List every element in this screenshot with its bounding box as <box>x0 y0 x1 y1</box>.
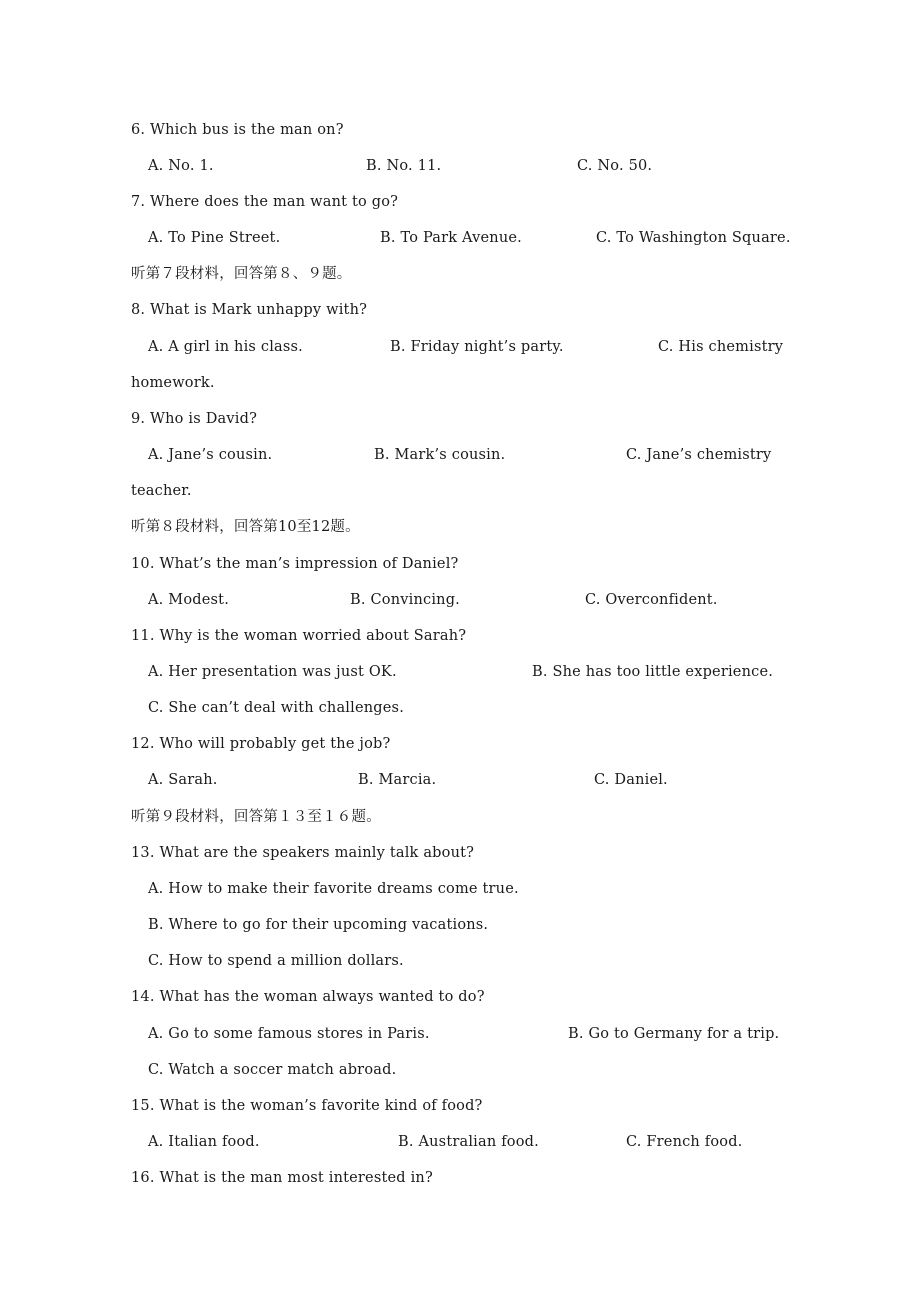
question-stem: 10. What’s the man’s impression of Daniel? <box>131 556 459 572</box>
answer-option: B. Australian food. <box>398 1134 539 1150</box>
answer-option: B. Convincing. <box>350 592 460 608</box>
answer-options-row <box>0 444 920 466</box>
question-stem: 9. Who is David? <box>131 411 258 427</box>
section-instruction: 听第７段材料，回答第８、９题。 <box>131 266 352 282</box>
section-instruction: 听第８段材料，回答第10至12题。 <box>131 519 360 535</box>
answer-options-row <box>0 1023 920 1045</box>
answer-option: A. Italian food. <box>148 1134 260 1150</box>
answer-options-row <box>0 661 920 683</box>
answer-option: A. Her presentation was just OK. <box>148 664 397 680</box>
section-instruction: 听第９段材料，回答第１３至１６题。 <box>131 809 381 825</box>
question-stem: 14. What has the woman always wanted to do? <box>131 989 485 1005</box>
answer-option: B. Where to go for their upcoming vacations. <box>148 917 489 933</box>
question-stem: 15. What is the woman’s favorite kind of food? <box>131 1098 483 1114</box>
answer-option: C. She can’t deal with challenges. <box>148 700 404 716</box>
answer-option: C. His chemistry <box>658 339 784 355</box>
answer-option: B. Marcia. <box>358 772 437 788</box>
answer-options-row <box>0 336 920 358</box>
option-continuation: homework. <box>131 375 215 391</box>
answer-option: A. No. 1. <box>148 158 214 174</box>
answer-options-row <box>0 769 920 791</box>
answer-option: C. Watch a soccer match abroad. <box>148 1062 397 1078</box>
answer-option: C. French food. <box>626 1134 743 1150</box>
answer-option: B. No. 11. <box>366 158 442 174</box>
answer-option: B. To Park Avenue. <box>380 230 522 246</box>
answer-options-row <box>0 1059 920 1081</box>
answer-options-row <box>0 227 920 249</box>
question-stem: 12. Who will probably get the job? <box>131 736 391 752</box>
answer-option: A. Modest. <box>148 592 230 608</box>
answer-option: C. Jane’s chemistry <box>626 447 772 463</box>
answer-option: C. Overconfident. <box>585 592 718 608</box>
answer-option: A. Jane’s cousin. <box>148 447 273 463</box>
answer-options-row <box>0 1131 920 1153</box>
answer-option: C. No. 50. <box>577 158 653 174</box>
answer-option: B. She has too little experience. <box>532 664 774 680</box>
answer-option: B. Friday night’s party. <box>390 339 564 355</box>
answer-options-row <box>0 914 920 936</box>
answer-option: C. Daniel. <box>594 772 668 788</box>
answer-options-row <box>0 878 920 900</box>
answer-option: C. How to spend a million dollars. <box>148 953 404 969</box>
answer-options-row <box>0 697 920 719</box>
answer-option: A. How to make their favorite dreams come true. <box>148 881 519 897</box>
answer-option: A. A girl in his class. <box>148 339 303 355</box>
answer-option: A. Sarah. <box>148 772 218 788</box>
question-stem: 7. Where does the man want to go? <box>131 194 399 210</box>
answer-option: A. To Pine Street. <box>148 230 281 246</box>
question-stem: 13. What are the speakers mainly talk about? <box>131 845 475 861</box>
answer-option: B. Go to Germany for a trip. <box>568 1026 780 1042</box>
answer-option: B. Mark’s cousin. <box>374 447 506 463</box>
option-continuation: teacher. <box>131 483 192 499</box>
question-stem: 8. What is Mark unhappy with? <box>131 302 368 318</box>
question-stem: 11. Why is the woman worried about Sarah? <box>131 628 467 644</box>
answer-options-row <box>0 950 920 972</box>
answer-option: C. To Washington Square. <box>596 230 791 246</box>
answer-option: A. Go to some famous stores in Paris. <box>148 1026 430 1042</box>
question-stem: 6. Which bus is the man on? <box>131 122 344 138</box>
question-stem: 16. What is the man most interested in? <box>131 1170 433 1186</box>
answer-options-row <box>0 589 920 611</box>
answer-options-row <box>0 155 920 177</box>
